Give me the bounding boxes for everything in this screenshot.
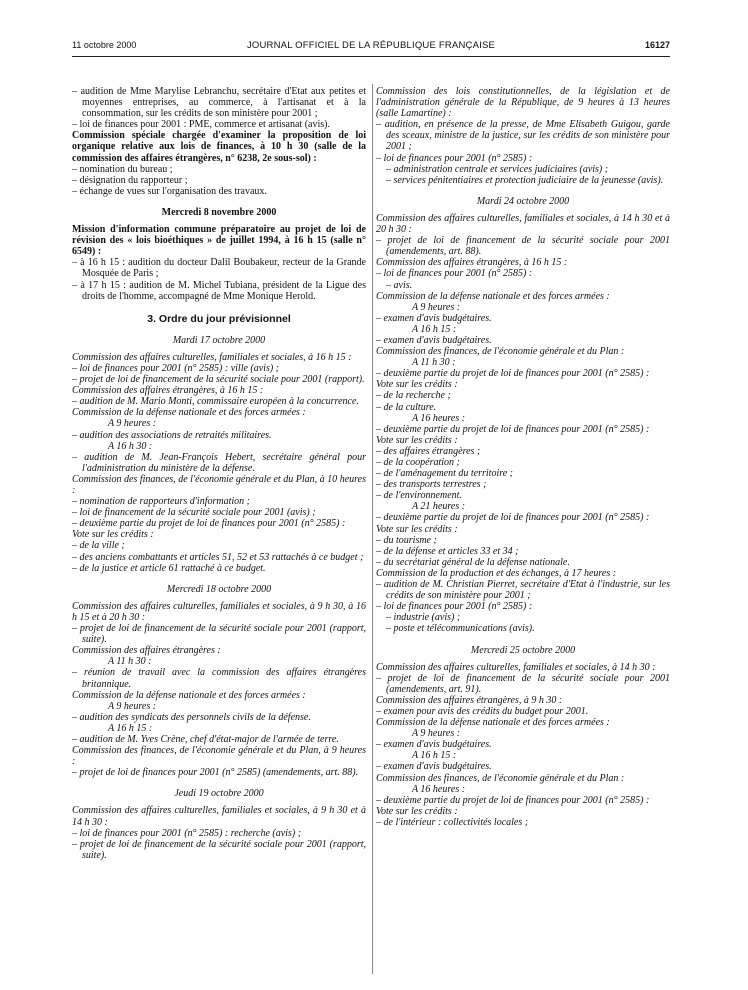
list-item: – audition de M. Mario Monti, commissaire européen à la concurrence.: [72, 396, 359, 408]
time-label: A 11 h 30 :: [108, 656, 152, 668]
commission-heading: Commission des finances, de l'économie générale et du Plan :: [376, 772, 625, 784]
commission-heading: Commission des affaires étrangères, à 16 h 15 :: [376, 257, 568, 269]
list-item: – examen d'avis budgétaires.: [376, 312, 492, 324]
column-divider: [372, 84, 373, 974]
list-item: – à 17 h 15 : audition de M. Michel Tubiana, président de la Ligue des droits de l'homme, accompagné de Mme Monique Herold.: [72, 279, 366, 302]
day-heading: Mercredi 18 octobre 2000: [166, 583, 272, 595]
list-item: – deuxième partie du projet de loi de finances pour 2001 (n° 2585) :: [376, 512, 650, 524]
commission-heading: Commission de la défense nationale et des forces armées :: [72, 407, 306, 419]
bold-paragraph: Mission d'information commune préparatoire au projet de loi de révision des « lois bioéthiques » de juillet 1994, à 16 h 15 (salle n° 6549) :: [72, 224, 366, 258]
page-number: 16127: [644, 40, 670, 50]
sub-list-item: – poste et télécommunications (avis).: [386, 623, 535, 635]
commission-heading: Commission des affaires culturelles, familiales et sociales, à 16 h 15 :: [72, 351, 352, 363]
time-label: A 16 h 15 :: [412, 323, 457, 335]
commission-heading: Commission des finances, de l'économie générale et du Plan :: [376, 346, 625, 358]
commission-heading: Commission des affaires étrangères :: [72, 645, 221, 657]
day-heading: Mardi 17 octobre 2000: [172, 334, 266, 346]
list-item: – projet de loi de financement de la sécurité sociale pour 2001 (amendements, art. 88).: [376, 235, 670, 258]
commission-heading: Commission des lois constitutionnelles, de la législation et de l'administration générale de la République, de 9 heures à 13 heures (salle Lamartine) :: [376, 86, 670, 120]
list-item: – nomination de rapporteurs d'information ;: [72, 496, 250, 508]
list-item: – échange de vues sur l'organisation des travaux.: [72, 185, 267, 197]
sub-list-item: – services pénitentiaires et protection judiciaire de la jeunesse (avis).: [386, 174, 664, 186]
time-label: A 9 heures :: [108, 418, 157, 430]
list-item: – de l'aménagement du territoire ;: [376, 468, 514, 480]
list-item: – loi de financement de la sécurité sociale pour 2001 (avis) ;: [72, 507, 316, 519]
list-item: – examen d'avis budgétaires.: [376, 761, 492, 773]
commission-heading: Commission des affaires culturelles, familiales et sociales, à 9 h 30, à 16 h 15 et à 20 h 30 :: [72, 600, 366, 623]
list-item: – réunion de travail avec la commission des affaires étrangères britannique.: [72, 667, 366, 690]
list-item: – de la recherche ;: [376, 390, 451, 402]
commission-heading: Commission des finances, de l'économie générale et du Plan, à 10 heures :: [72, 473, 366, 496]
header-rule: [72, 56, 670, 57]
list-item: – nomination du bureau ;: [72, 163, 173, 175]
commission-heading: Vote sur les crédits :: [376, 434, 458, 446]
list-item: – loi de finances pour 2001 (n° 2585) :: [376, 268, 533, 280]
list-item: – de la coopération ;: [376, 457, 460, 468]
commission-heading: Commission des affaires culturelles, familiales et sociales, à 14 h 30 et à 20 h 30 :: [376, 212, 670, 236]
right-column: [376, 86, 670, 828]
list-item: – deuxième partie du projet de loi de finances pour 2001 (n° 2585) :: [376, 368, 650, 380]
list-item: – audition des associations de retraités militaires.: [72, 429, 272, 441]
list-item: – du secrétariat général de la défense nationale.: [376, 556, 570, 568]
sub-list-item: – industrie (avis) ;: [386, 612, 461, 624]
list-item: – audition des syndicats des personnels civils de la défense.: [72, 711, 311, 723]
list-item: – projet de loi de financement de la sécurité sociale pour 2001 (rapport).: [72, 374, 365, 386]
page-header: [72, 40, 670, 56]
list-item: – examen d'avis budgétaires.: [376, 739, 492, 751]
day-heading: Mercredi 8 novembre 2000: [161, 206, 277, 218]
time-label: A 16 heures :: [412, 783, 466, 795]
section-title: 3. Ordre du jour prévisionnel: [147, 312, 291, 325]
day-heading: Mardi 24 octobre 2000: [476, 195, 570, 207]
time-label: A 16 heures :: [412, 412, 466, 424]
time-label: A 9 heures :: [412, 301, 461, 313]
list-item: – projet de loi de financement de la sécurité sociale pour 2001 (rapport, suite).: [72, 838, 366, 861]
list-item: – désignation du rapporteur ;: [72, 174, 188, 186]
time-label: A 16 h 15 :: [412, 750, 457, 762]
list-item: – de l'environnement.: [376, 490, 462, 502]
commission-heading: Commission de la défense nationale et des forces armées :: [72, 689, 306, 701]
list-item: – projet de loi de financement de la sécurité sociale pour 2001 (rapport, suite).: [72, 623, 366, 646]
list-item: – des affaires étrangères ;: [376, 445, 481, 457]
list-item: – audition de M. Jean-François Hebert, secrétaire général pour l'administration du ministère de la défense.: [72, 451, 366, 474]
commission-heading: Commission des affaires culturelles, familiales et sociales, à 14 h 30 :: [376, 661, 656, 673]
list-item: – examen d'avis budgétaires.: [376, 334, 492, 346]
list-item: – loi de finances pour 2001 (n° 2585) : recherche (avis) ;: [72, 827, 302, 839]
commission-heading: Commission des affaires culturelles, familiales et sociales, à 9 h 30 et à 14 h 30 :: [72, 805, 366, 828]
list-item: – projet de loi de financement de la sécurité sociale pour 2001 (amendements, art. 91).: [376, 672, 670, 695]
day-heading: Jeudi 19 octobre 2000: [174, 788, 264, 800]
day-heading: Mercredi 25 octobre 2000: [470, 644, 576, 656]
header-date: 11 octobre 2000: [72, 40, 137, 50]
commission-heading: Commission de la production et des échanges, à 17 heures :: [376, 567, 617, 579]
commission-heading: Commission des finances, de l'économie générale et du Plan, à 9 heures :: [72, 745, 366, 768]
list-item: – des transports terrestres ;: [376, 479, 487, 491]
list-item: – de la ville ;: [72, 540, 125, 552]
time-label: A 9 heures :: [412, 728, 461, 740]
time-label: A 9 heures :: [108, 700, 157, 712]
commission-heading: Commission de la défense nationale et des forces armées :: [376, 717, 610, 729]
sub-list-item: – avis.: [386, 279, 413, 291]
sub-list-item: – administration centrale et services judiciaires (avis) ;: [386, 163, 609, 175]
commission-heading: Vote sur les crédits :: [376, 379, 458, 391]
list-item: – deuxième partie du projet de loi de finances pour 2001 (n° 2585) :: [376, 794, 650, 806]
list-item: – de l'intérieur : collectivités locales ;: [376, 816, 529, 828]
list-item: – audition, en présence de la presse, de Mme Elisabeth Guigou, garde des sceaux, ministre de la justice, sur les crédits de son ministère pour 2001 ;: [376, 119, 670, 153]
list-item: – de la défense et articles 33 et 34 ;: [376, 545, 519, 557]
commission-heading: Vote sur les crédits :: [376, 523, 458, 535]
list-item: – loi de finances pour 2001 (n° 2585) : ville (avis) ;: [72, 362, 280, 374]
list-item: – des anciens combattants et articles 51, 52 et 53 rattachés à ce budget ;: [72, 551, 364, 563]
header-title: JOURNAL OFFICIEL DE LA RÉPUBLIQUE FRANÇAISE: [246, 40, 496, 51]
time-label: A 21 heures :: [412, 501, 466, 513]
list-item: – audition de M. Yves Crène, chef d'état-major de l'armée de terre.: [72, 733, 339, 745]
commission-heading: Vote sur les crédits :: [72, 529, 154, 541]
list-item: – deuxième partie du projet de loi de finances pour 2001 (n° 2585) :: [376, 423, 650, 435]
list-item: – de la justice et article 61 rattaché à ce budget.: [72, 562, 266, 574]
list-item: – de la culture.: [376, 401, 437, 413]
left-column: [72, 86, 366, 861]
time-label: A 11 h 30 :: [412, 357, 456, 369]
list-item: – loi de finances pour 2001 (n° 2585) :: [376, 152, 533, 164]
commission-heading: Commission des affaires étrangères, à 9 h 30 :: [376, 694, 563, 706]
bold-paragraph: Commission spéciale chargée d'examiner la proposition de loi organique relative aux lois de finances, à 10 h 30 (salle de la commission des affaires étrangères, n° 6238, 2e sous-sol) :: [72, 130, 366, 164]
commission-heading: Vote sur les crédits :: [376, 805, 458, 817]
list-item: – loi de finances pour 2001 (n° 2585) :: [376, 601, 533, 613]
list-item: – deuxième partie du projet de loi de finances pour 2001 (n° 2585) :: [72, 518, 346, 530]
time-label: A 16 h 30 :: [108, 440, 153, 452]
commission-heading: Commission des affaires étrangères, à 16 h 15 :: [72, 385, 264, 397]
commission-heading: Commission de la défense nationale et des forces armées :: [376, 290, 610, 302]
list-item: – examen pour avis des crédits du budget pour 2001.: [376, 705, 589, 717]
time-label: A 16 h 15 :: [108, 722, 153, 734]
list-item: – audition de M. Christian Pierret, secrétaire d'Etat à l'industrie, sur les crédits de son ministère pour 2001 ;: [376, 579, 670, 602]
list-item: – du tourisme ;: [376, 534, 437, 546]
list-item: – loi de finances pour 2001 : PME, commerce et artisanat (avis).: [72, 119, 330, 131]
list-item: – projet de loi de finances pour 2001 (n° 2585) (amendements, art. 88).: [72, 767, 359, 779]
list-item: – à 16 h 15 : audition du docteur Dalil Boubakeur, recteur de la Grande Mosquée de Paris ;: [72, 257, 366, 280]
list-item: – audition de Mme Marylise Lebranchu, secrétaire d'Etat aux petites et moyennes entreprises, au commerce, à l'artisanat et à la consommation, sur les crédits de son ministère pour 2001 ;: [72, 86, 366, 120]
